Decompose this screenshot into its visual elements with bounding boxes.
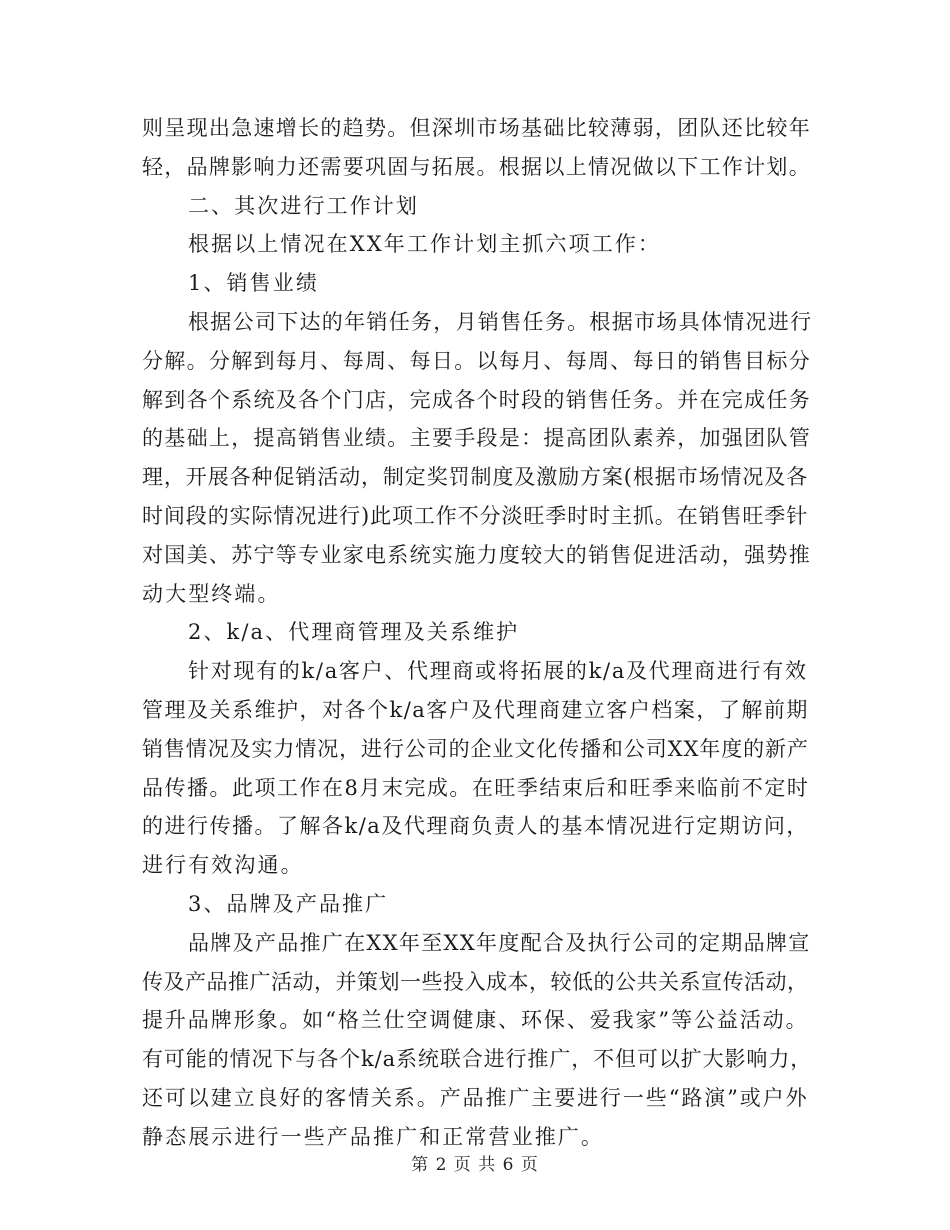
text-line: 根据以上情况在XX年工作计划主抓六项工作：	[188, 232, 661, 257]
text-line: 的进行传播。了解各k/a及代理商负责人的基本情况进行定期访问，	[142, 814, 809, 839]
text-line: 还可以建立良好的客情关系。产品推广主要进行一些“路演”或户外	[142, 1085, 809, 1110]
text-line: 动大型终端。	[142, 581, 281, 606]
text-line: 提升品牌形象。如“格兰仕空调健康、环保、爱我家”等公益活动。	[142, 1008, 809, 1033]
text-line: 则呈现出急速增长的趋势。但深圳市场基础比较薄弱，团队还比较年	[142, 116, 811, 140]
text-line: 1、销售业绩	[188, 271, 319, 296]
text-line: 品牌及产品推广在XX年至XX年度配合及执行公司的定期品牌宣	[188, 930, 811, 955]
text-line: 二、其次进行工作计划	[188, 193, 419, 218]
text-line: 3、品牌及产品推广	[188, 891, 389, 916]
text-line: 的基础上，提高销售业绩。主要手段是：提高团队素养，加强团队管	[142, 426, 811, 451]
text-line: 理，开展各种促销活动，制定奖罚制度及激励方案(根据市场情况及各	[142, 465, 809, 490]
text-line: 管理及关系维护，对各个k/a客户及代理商建立客户档案，了解前期	[142, 697, 809, 722]
text-line: 时间段的实际情况进行)此项工作不分淡旺季时时主抓。在销售旺季针	[142, 503, 809, 528]
text-line: 根据公司下达的年销任务，月销售任务。根据市场具体情况进行	[188, 309, 813, 334]
text-line: 对国美、苏宁等专业家电系统实施力度较大的销售促进活动，强势推	[142, 542, 811, 567]
text-line: 针对现有的k/a客户、代理商或将拓展的k/a及代理商进行有效	[188, 659, 808, 684]
text-line: 解到各个系统及各个门店，完成各个时段的销售任务。并在完成任务	[142, 387, 811, 412]
text-line: 有可能的情况下与各个k/a系统联合进行推广，不但可以扩大影响力，	[142, 1047, 813, 1072]
text-line: 静态展示进行一些产品推广和正常营业推广。	[142, 1124, 604, 1149]
text-line: 销售情况及实力情况，进行公司的企业文化传播和公司XX年度的新产	[142, 736, 809, 761]
text-line: 轻，品牌影响力还需要巩固与拓展。根据以上情况做以下工作计划。	[142, 154, 811, 179]
text-line: 传及产品推广活动，并策划一些投入成本，较低的公共关系宣传活动，	[142, 969, 809, 994]
document-body	[142, 109, 812, 1157]
page-number-footer: 第 2 页 共 6 页	[411, 1155, 539, 1175]
text-line: 分解。分解到每月、每周、每日。以每月、每周、每日的销售目标分	[142, 348, 811, 373]
text-line: 2、k/a、代理商管理及关系维护	[188, 620, 520, 645]
text-line: 进行有效沟通。	[142, 853, 304, 878]
text-line: 品传播。此项工作在8月末完成。在旺季结束后和旺季来临前不定时	[142, 775, 810, 800]
